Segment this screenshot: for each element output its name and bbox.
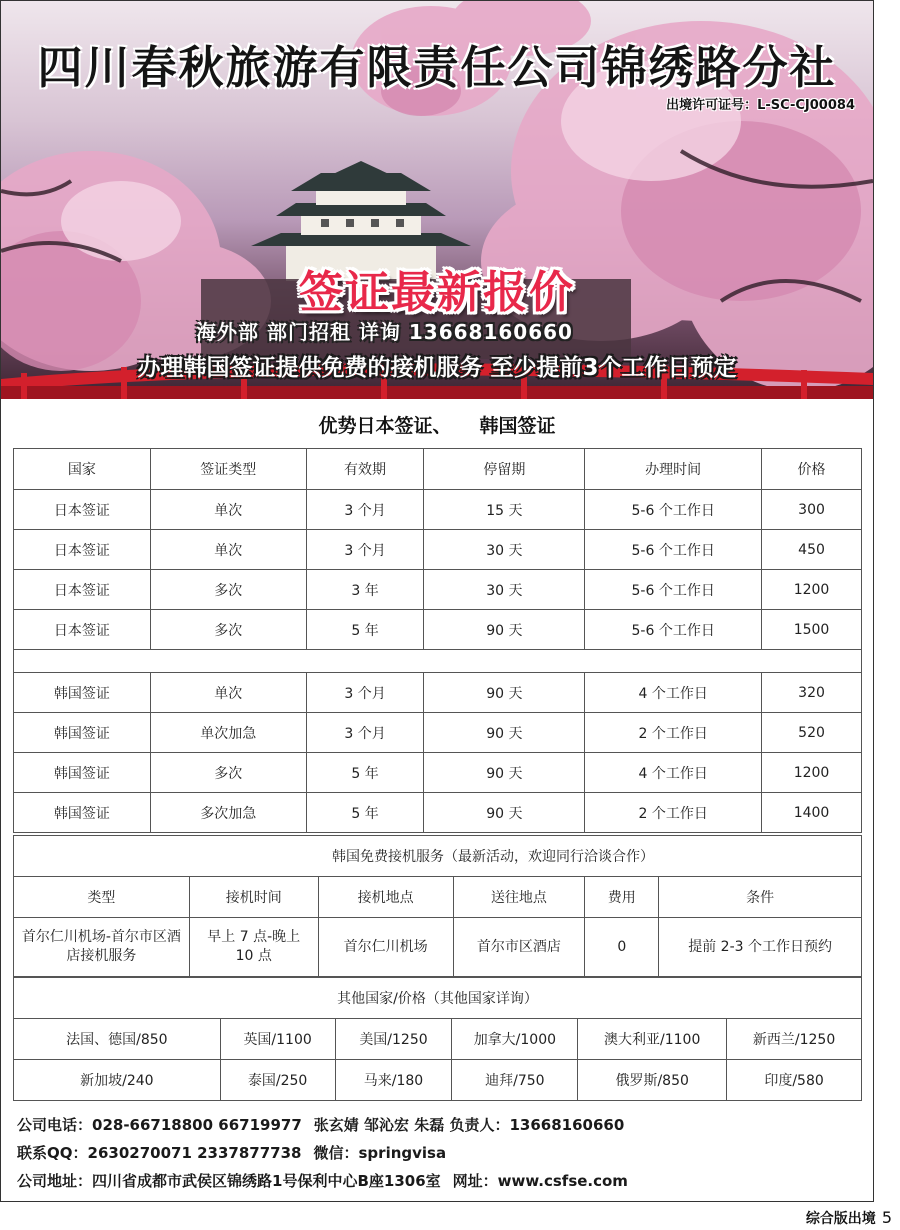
website-link[interactable]: www.csfse.com — [497, 1172, 628, 1190]
cell: 澳大利亚/1100 — [578, 1019, 727, 1060]
cell: 新西兰/1250 — [727, 1019, 862, 1060]
table-header-row — [14, 449, 862, 490]
header-cell: 条件 — [659, 877, 862, 918]
cell: 2 个工作日 — [585, 793, 762, 833]
cell: 日本签证 — [14, 570, 151, 610]
cell: 法国、德国/850 — [14, 1019, 221, 1060]
cell: 泰国/250 — [220, 1060, 335, 1101]
cell: 5 年 — [306, 610, 424, 650]
section-name: 综合版出境 — [805, 1211, 876, 1227]
cell: 首尔市区酒店 — [453, 918, 585, 977]
table-row — [14, 530, 862, 570]
banner — [1, 1, 873, 399]
cell: 马来/180 — [335, 1060, 452, 1101]
cell: 单次 — [150, 490, 306, 530]
address: 四川省成都市武侯区锦绣路1号保利中心B座1306室 — [92, 1172, 441, 1190]
cell: 450 — [762, 530, 862, 570]
cell: 90 天 — [424, 673, 585, 713]
table-row — [14, 753, 862, 793]
cell: 韩国签证 — [14, 673, 151, 713]
table-spacer-row — [14, 650, 862, 673]
table-row — [14, 793, 862, 833]
table-row — [14, 1060, 862, 1101]
cell: 5-6 个工作日 — [585, 570, 762, 610]
cell: 韩国签证 — [14, 753, 151, 793]
address-line — [17, 1167, 628, 1195]
cell: 提前 2-3 个工作日预约 — [659, 918, 862, 977]
phone-line — [17, 1111, 628, 1139]
table-row — [14, 610, 862, 650]
cell: 早上 7 点-晚上 10 点 — [189, 918, 318, 977]
cell: 3 个月 — [306, 490, 424, 530]
header-cell: 办理时间 — [585, 449, 762, 490]
cell: 5 年 — [306, 753, 424, 793]
cell: 加拿大/1000 — [452, 1019, 578, 1060]
other-title: 其他国家/价格（其他国家详询） — [14, 978, 862, 1019]
other-title-row — [14, 978, 862, 1019]
qq-line — [17, 1139, 628, 1167]
table-row — [14, 490, 862, 530]
cell: 5-6 个工作日 — [585, 530, 762, 570]
cell: 3 个月 — [306, 530, 424, 570]
cell: 日本签证 — [14, 490, 151, 530]
cell: 多次 — [150, 753, 306, 793]
cell: 90 天 — [424, 610, 585, 650]
pickup-service-table — [13, 835, 862, 977]
cell: 单次 — [150, 673, 306, 713]
cell: 3 个月 — [306, 713, 424, 753]
cell: 单次 — [150, 530, 306, 570]
cell: 5 年 — [306, 793, 424, 833]
header-cell: 接机时间 — [189, 877, 318, 918]
section-title — [1, 411, 873, 438]
table-row — [14, 1019, 862, 1060]
cell: 美国/1250 — [335, 1019, 452, 1060]
contact-persons: 张玄婧 邹沁宏 朱磊 负责人：13668160660 — [313, 1116, 625, 1134]
pickup-title: 韩国免费接机服务（最新活动，欢迎同行洽谈合作） — [14, 836, 862, 877]
headline: 签证最新报价 — [299, 267, 575, 318]
header-cell: 国家 — [14, 449, 151, 490]
phone-numbers: 028-66718800 66719977 — [92, 1116, 302, 1134]
cell: 英国/1100 — [220, 1019, 335, 1060]
cell: 多次加急 — [150, 793, 306, 833]
section-title-japan: 优势日本签证、 — [318, 415, 452, 437]
cell: 1500 — [762, 610, 862, 650]
table-row — [14, 918, 862, 977]
cell: 90 天 — [424, 753, 585, 793]
table-row — [14, 713, 862, 753]
header-cell: 类型 — [14, 877, 190, 918]
cell: 新加坡/240 — [14, 1060, 221, 1101]
cell: 5-6 个工作日 — [585, 490, 762, 530]
cell: 多次 — [150, 570, 306, 610]
cell: 320 — [762, 673, 862, 713]
header-cell: 送往地点 — [453, 877, 585, 918]
cell: 5-6 个工作日 — [585, 610, 762, 650]
cell: 2 个工作日 — [585, 713, 762, 753]
cell: 首尔仁川机场 — [318, 918, 453, 977]
other-countries-table — [13, 977, 862, 1101]
visa-price-table — [13, 448, 862, 833]
cell: 520 — [762, 713, 862, 753]
cell: 韩国签证 — [14, 713, 151, 753]
cell: 1200 — [762, 753, 862, 793]
qq-label: 联系QQ： — [17, 1144, 88, 1162]
cell: 3 个月 — [306, 673, 424, 713]
phone-label: 公司电话： — [17, 1116, 93, 1134]
cell: 90 天 — [424, 793, 585, 833]
cell: 30 天 — [424, 570, 585, 610]
cell: 3 年 — [306, 570, 424, 610]
spacer-cell — [14, 650, 862, 673]
wechat-id: springvisa — [358, 1144, 447, 1162]
header-cell: 签证类型 — [150, 449, 306, 490]
contact-info — [17, 1111, 628, 1195]
cell: 日本签证 — [14, 530, 151, 570]
cell: 4 个工作日 — [585, 753, 762, 793]
section-title-korea: 韩国签证 — [479, 415, 556, 437]
korea-pickup-notice: 办理韩国签证提供免费的接机服务 至少提前3个工作日预定 — [137, 355, 737, 381]
cell: 15 天 — [424, 490, 585, 530]
rent-notice: 海外部 部门招租 详询 13668160660 — [196, 320, 573, 344]
license-number: 出境许可证号：L-SC-CJ00084 — [666, 98, 855, 113]
cell: 0 — [585, 918, 659, 977]
page-number: 5 — [881, 1208, 892, 1227]
page-mark — [806, 1208, 892, 1228]
cell: 迪拜/750 — [452, 1060, 578, 1101]
table-row — [14, 673, 862, 713]
cell: 90 天 — [424, 713, 585, 753]
cell: 首尔仁川机场-首尔市区酒店接机服务 — [14, 918, 190, 977]
cell: 单次加急 — [150, 713, 306, 753]
website-label: 网址： — [452, 1172, 498, 1190]
cell: 4 个工作日 — [585, 673, 762, 713]
cell: 日本签证 — [14, 610, 151, 650]
header-cell: 价格 — [762, 449, 862, 490]
header-cell: 停留期 — [424, 449, 585, 490]
cell: 多次 — [150, 610, 306, 650]
address-label: 公司地址： — [17, 1172, 93, 1190]
wechat-label: 微信： — [313, 1144, 359, 1162]
header-cell: 有效期 — [306, 449, 424, 490]
header-cell: 接机地点 — [318, 877, 453, 918]
cell: 韩国签证 — [14, 793, 151, 833]
cell: 1400 — [762, 793, 862, 833]
pickup-title-row — [14, 836, 862, 877]
cell: 30 天 — [424, 530, 585, 570]
qq-numbers: 2630270071 2337877738 — [87, 1144, 302, 1162]
cell: 300 — [762, 490, 862, 530]
company-title: 四川春秋旅游有限责任公司锦绣路分社 — [37, 41, 837, 94]
cell: 1200 — [762, 570, 862, 610]
table-row — [14, 570, 862, 610]
header-cell: 费用 — [585, 877, 659, 918]
cell: 俄罗斯/850 — [578, 1060, 727, 1101]
table-header-row — [14, 877, 862, 918]
cell: 印度/580 — [727, 1060, 862, 1101]
